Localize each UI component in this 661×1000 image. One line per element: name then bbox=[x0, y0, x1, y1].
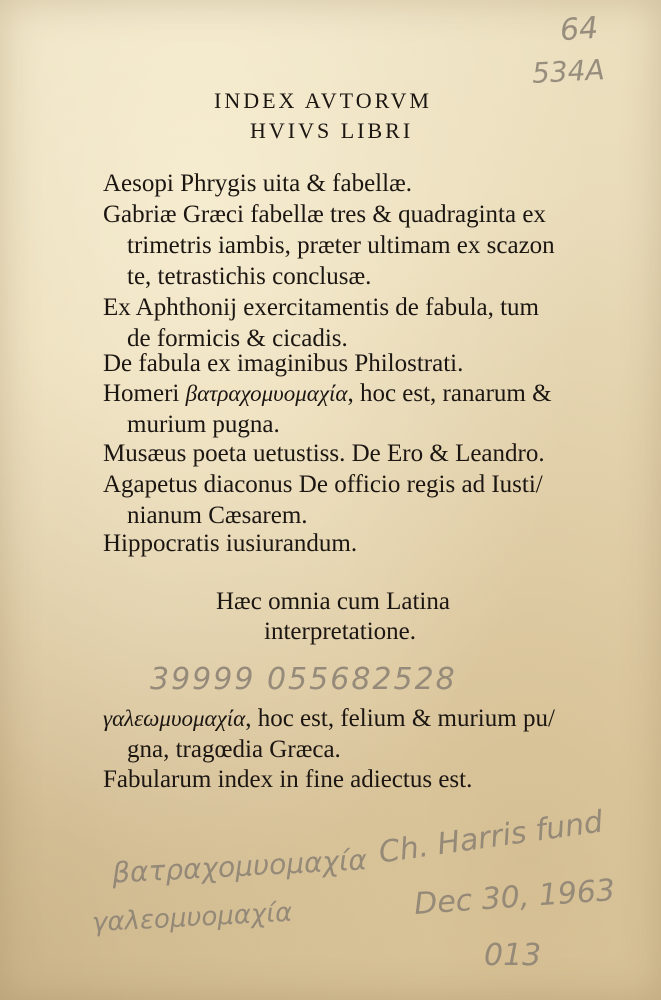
page-heading-line-1: INDEX AVTORVM bbox=[214, 88, 432, 113]
entry-line-9: murium pugna. bbox=[127, 411, 280, 438]
entry-line-8 bbox=[103, 380, 552, 408]
entry-line-13: Hippocratis iusiurandum. bbox=[103, 530, 358, 557]
pencil-date: Dec 30, 1963 bbox=[413, 873, 617, 922]
note-line-2: interpretatione. bbox=[264, 618, 417, 645]
pencil-code: 013 bbox=[484, 938, 542, 973]
entry-line-10: Musæus poeta uetustiss. De Ero & Leandro. bbox=[103, 440, 545, 467]
entry-line-1: Aesopi Phrygis uita & fabellæ. bbox=[103, 170, 412, 197]
entry-line-4: te, tetrastichis conclusæ. bbox=[127, 263, 372, 290]
pencil-mark-top-2: 534A bbox=[531, 53, 606, 90]
entry-line-12: nianum Cæsarem. bbox=[127, 502, 308, 529]
entry-line-5: Ex Aphthonij exercitamentis de fabula, tum bbox=[103, 294, 539, 321]
entry-line-11: Agapetus diaconus De officio regis ad Iusti/ bbox=[103, 471, 543, 498]
pencil-note-left-2: γαλεομυομαχία bbox=[91, 897, 294, 939]
pencil-note-left-1: βατραχομυομαχία bbox=[111, 843, 368, 890]
addendum-line-2: gna, tragœdia Græca. bbox=[127, 736, 341, 763]
pencil-mark-top-1: 64 bbox=[558, 10, 600, 49]
addendum-line-3: Fabularum index in fine adiectus est. bbox=[103, 766, 473, 793]
entry-line-2: Gabriæ Græci fabellæ tres & quadraginta ex bbox=[103, 201, 546, 228]
pencil-donor-name: Ch. Harris fund bbox=[376, 804, 606, 871]
pencil-shelf-number: 39999 055682528 bbox=[150, 662, 457, 697]
entry-line-8-latin-rest: , hoc est, ranarum & bbox=[347, 380, 552, 407]
entry-line-8-latin: Homeri bbox=[103, 380, 180, 407]
entry-line-6: de formicis & cicadis. bbox=[127, 325, 348, 352]
addendum-line-1-greek: γαλεωμυομαχία bbox=[103, 706, 246, 731]
entry-line-3: trimetris iambis, præter ultimam ex scazon bbox=[127, 232, 555, 259]
addendum-line-1-latin: , hoc est, felium & murium pu/ bbox=[245, 705, 555, 732]
entry-line-7: De fabula ex imaginibus Philostrati. bbox=[103, 350, 464, 377]
entry-line-8-greek: βατραχομυομαχία bbox=[185, 381, 348, 406]
addendum-line-1 bbox=[103, 705, 555, 733]
note-line-1: Hæc omnia cum Latina bbox=[216, 588, 450, 615]
page-heading-line-2: HVIVS LIBRI bbox=[250, 118, 414, 143]
